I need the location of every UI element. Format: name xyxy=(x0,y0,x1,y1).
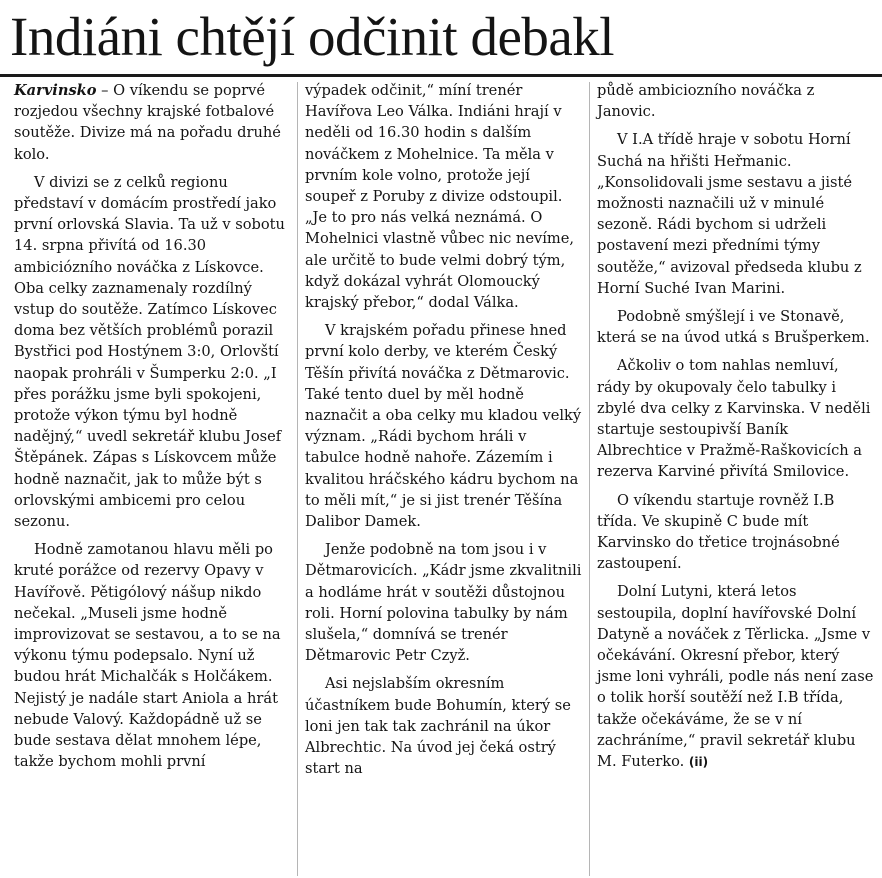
paragraph: O víkendu startuje rovněž I.B třída. Ve skupině C bude mít Karvinsko do třetice trojnásobné zastoupení. xyxy=(597,491,840,573)
paragraph: výpadek odčinit,“ míní trenér Havířova Leo Válka. Indiáni hrají v neděli od 16.30 hodin s dalším nováčkem z Mohelnice. Ta měla v prvním kole volno, protože její soupeř z Poruby z divize odstoupil. „Je to pro nás velká neznámá. O Mohelnici vlastně vůbec nic nevíme, ale určitě to bude velmi dobrý tým, když dokázal vyhrát Olomoucký krajský přebor,“ dodal Válka. xyxy=(305,82,574,312)
paragraph-text: Dolní Lutyni, která letos sestoupila, doplní havířovské Dolní Datyně a nováček z Těrlicka. „Jsme v očekávání. Okresní přebor, který jsme loni vyhráli, podle nás není zase o tolik horší soutěží než I.B třída, takže očekáváme, že se v ní zachráníme,“ pravil sekretář klubu M. Futerko. xyxy=(597,583,874,771)
paragraph: Asi nejslabším okresním účastníkem bude Bohumín, který se loni jen tak tak zachránil na úkor Albrechtic. Na úvod jej čeká ostrý start na xyxy=(305,675,571,778)
paragraph: Podobně smýšlejí i ve Stonavě, která se na úvod utká s Brušperkem. xyxy=(597,308,870,347)
author-signature: (ii) xyxy=(688,755,709,770)
paragraph: Hodně zamotanou hlavu měli po kruté porážce od rezervy Opavy v Havířově. Pětigólový nášup nikdo nečekal. „Museli jsme hodně improvizovat se sestavou, a to se na výkonu týmu podepsalo. Nyní už budou hrát Michalčák s Holčákem. Nejistý je nadále start Aniola a hrát nebude Valový. Každopádně už se bude sestava dělat mnohem lépe, takže bychom mohli první xyxy=(14,541,281,771)
article-column-2 xyxy=(305,80,583,876)
column-divider xyxy=(589,82,590,876)
headline-rule xyxy=(0,74,882,77)
paragraph: Ačkoliv o tom nahlas nemluví, rády by okupovaly čelo tabulky i zbylé dva celky z Karvinska. V neděli startuje sestoupivší Baník Albrechtice v Pražmě-Raškovicích a rezerva Karviné přivítá Smilovice. xyxy=(597,357,871,481)
paragraph: půdě ambiciozního nováčka z Janovic. xyxy=(597,82,815,121)
dateline-dash: – xyxy=(96,82,114,99)
paragraph: V krajském pořadu přinese hned první kolo derby, ve kterém Český Těšín přivítá nováčka z Dětmarovic. Také tento duel by měl hodně naznačit a oba celky mu kladou velký význam. „Rádi bychom hráli v tabulce hodně nahoře. Zázemím i kvalitou hráčského kádru bychom na to měli mít,“ je si jist trenér Těšína Dalibor Damek. xyxy=(305,322,582,531)
dateline-location: Karvinsko xyxy=(14,82,97,99)
paragraph-text: O víkendu se poprvé rozjedou všechny krajské fotbalové soutěže. Divize má na pořadu druhé kolo. xyxy=(14,82,281,163)
headline: Indiáni chtějí odčinit debakl xyxy=(10,6,615,67)
article-column-1 xyxy=(14,80,291,876)
article-column-3 xyxy=(597,80,874,876)
paragraph: Jenže podobně na tom jsou i v Dětmarovicích. „Kádr jsme zkvalitnili a hodláme hrát v soutěži důstojnou roli. Horní polovina tabulky by nám slušela,“ domnívá se trenér Dětmarovic Petr Czyž. xyxy=(305,541,582,665)
closing-paragraph xyxy=(597,581,874,773)
paragraph: V I.A třídě hraje v sobotu Horní Suchá na hřišti Heřmanic. „Konsolidovali jsme sestavu a jisté možnosti naznačili už v minulé sezoně. Rádi bychom si udrželi postavení mezi předními týmy soutěže,“ avizoval předseda klubu z Horní Suché Ivan Marini. xyxy=(597,131,862,297)
column-divider xyxy=(297,82,298,876)
lead-paragraph xyxy=(14,80,291,165)
paragraph: V divizi se z celků regionu představí v domácím prostředí jako první orlovská Slavia. Ta už v sobotu 14. srpna přivítá od 16.30 ambiciózního nováčka z Lískovce. Oba celky zaznamenaly rozdílný vstup do soutěže. Zatímco Lískovec doma bez větších problémů porazil Bystřici pod Hostýnem 3:0, Orlovští naopak prohráli v Šumperku 2:0. „I přes porážku jsme byli spokojeni, protože výkon týmu byl hodně nadějný,“ uvedl sekretář klubu Josef Štěpánek. Zápas s Lískovcem může hodně naznačit, jak to může být s orlovskými ambicemi pro celou sezonu. xyxy=(14,173,285,531)
